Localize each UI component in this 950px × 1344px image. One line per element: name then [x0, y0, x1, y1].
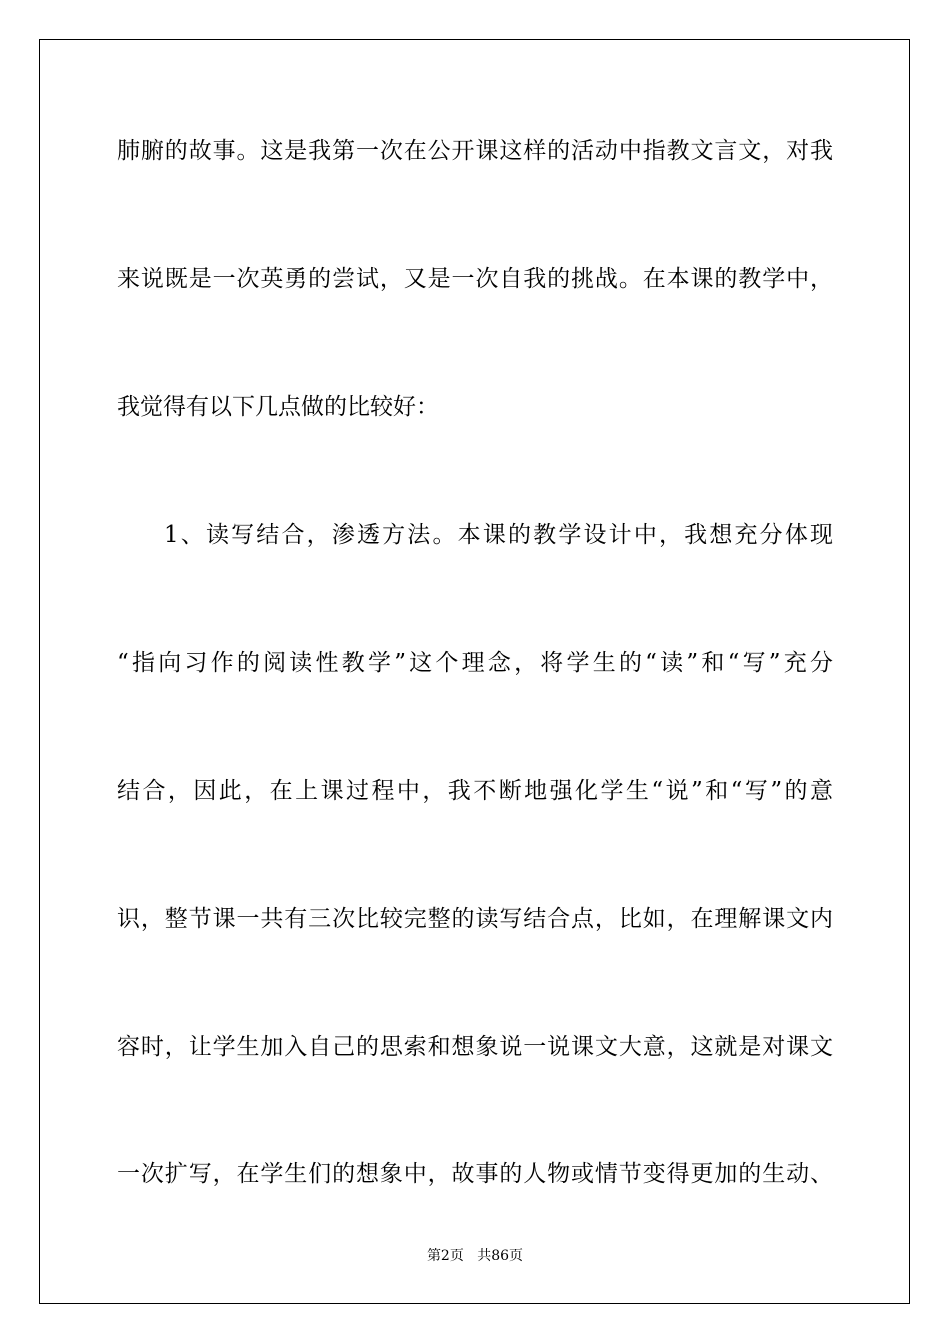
page-footer	[0, 1246, 950, 1266]
text-line-5: “指向习作的阅读性教学”这个理念，将学生的“读”和“写”充分	[117, 650, 833, 676]
page-number: 第2页	[426, 1248, 464, 1264]
text-line-3: 我觉得有以下几点做的比较好：	[117, 394, 439, 420]
text-line-1: 肺腑的故事。这是我第一次在公开课这样的活动中指教文言文，对我	[117, 138, 833, 164]
text-line-9: 一次扩写，在学生们的想象中，故事的人物或情节变得更加的生动、	[117, 1161, 833, 1187]
text-line-7: 识，整节课一共有三次比较完整的读写结合点，比如，在理解课文内	[117, 906, 833, 932]
page-total: 共86页	[477, 1248, 524, 1264]
text-line-2: 来说既是一次英勇的尝试，又是一次自我的挑战。在本课的教学中，	[117, 266, 833, 292]
text-line-4: 1、读写结合，渗透方法。本课的教学设计中，我想充分体现	[164, 522, 833, 548]
text-line-8: 容时，让学生加入自己的思索和想象说一说课文大意，这就是对课文	[117, 1034, 833, 1060]
text-line-6: 结合，因此，在上课过程中，我不断地强化学生“说”和“写”的意	[117, 778, 833, 804]
